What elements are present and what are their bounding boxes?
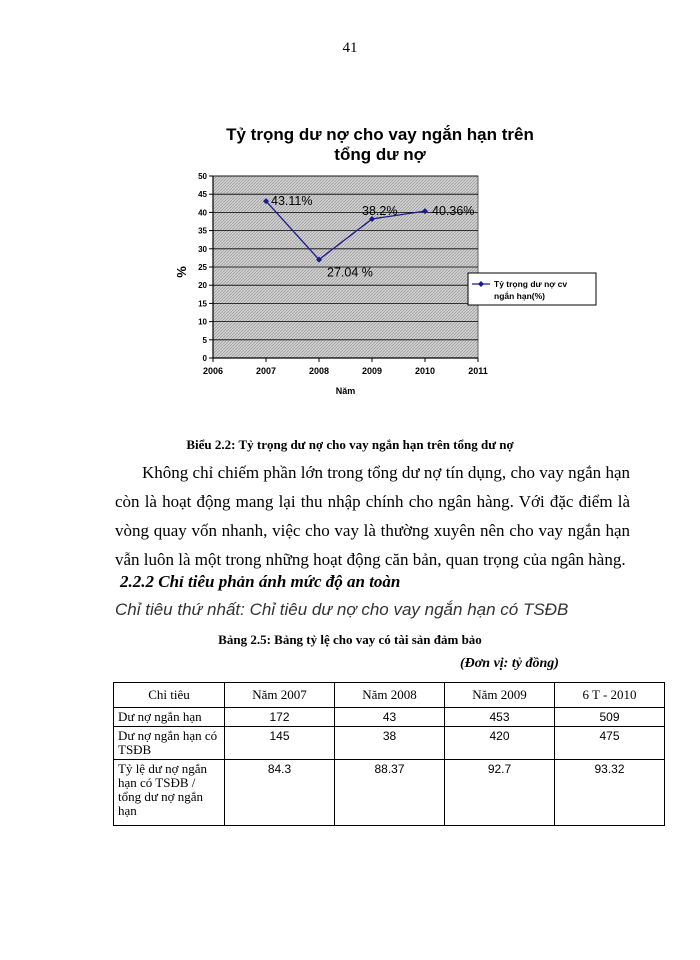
table-header-cell: Chỉ tiêu bbox=[114, 683, 225, 708]
table-header-cell: Năm 2009 bbox=[445, 683, 555, 708]
data-table bbox=[113, 682, 665, 826]
y-tick-label: 0 bbox=[202, 354, 207, 363]
y-tick-label: 15 bbox=[198, 299, 207, 309]
table-cell: 93.32 bbox=[555, 760, 665, 826]
y-tick-label: 45 bbox=[198, 190, 207, 200]
table-cell-label: Dư nợ ngắn hạn bbox=[114, 708, 225, 727]
table-cell: 172 bbox=[225, 708, 335, 727]
page-number: 41 bbox=[342, 40, 358, 56]
x-tick-label: 2011 bbox=[468, 366, 488, 376]
x-axis-label: Năm bbox=[335, 386, 356, 396]
table-cell: 88.37 bbox=[335, 760, 445, 826]
table-header-cell: Năm 2008 bbox=[335, 683, 445, 708]
table-row bbox=[114, 760, 665, 826]
x-tick-label: 2006 bbox=[202, 366, 224, 376]
data-label: 27.04 % bbox=[327, 265, 373, 280]
y-tick-label: 25 bbox=[198, 263, 207, 272]
y-tick-label: 20 bbox=[198, 281, 207, 291]
legend-label: Tỷ trọng dư nợ cv bbox=[494, 279, 568, 289]
line-chart bbox=[160, 125, 600, 415]
table-header-row bbox=[114, 683, 665, 708]
table-unit: (Đơn vị: tỷ đồng) bbox=[460, 656, 559, 671]
table-cell: 145 bbox=[225, 727, 335, 760]
y-tick-label: 10 bbox=[198, 317, 207, 327]
table-header-cell: Năm 2007 bbox=[225, 683, 335, 708]
table-cell: 43 bbox=[335, 708, 445, 727]
table-cell: 475 bbox=[555, 727, 665, 760]
data-label: 40.36% bbox=[432, 204, 475, 219]
chart-caption: Biểu 2.2: Tỷ trọng dư nợ cho vay ngắn hạn trên tổng dư nợ bbox=[186, 437, 514, 452]
table-cell: 453 bbox=[445, 708, 555, 727]
y-tick-label: 30 bbox=[198, 244, 207, 254]
data-label: 43.11% bbox=[271, 194, 313, 209]
legend-label: ngắn hạn(%) bbox=[494, 291, 545, 301]
subheading: Chỉ tiêu thứ nhất: Chỉ tiêu dư nợ cho vay ngắn hạn có TSĐB bbox=[115, 600, 569, 619]
body-paragraph: Không chỉ chiếm phần lớn trong tổng dư nợ tín dụng, cho vay ngắn hạn còn là hoạt động mang lại thu nhập chính cho ngân hàng. Với đặc điểm là vòng quay vốn nhanh, việc cho vay là thường xuyên nên cho vay ngắn hạn vẫn luôn là một trong những hoạt động căn bản, quan trọng của ngân hàng. bbox=[115, 463, 630, 569]
table-header-cell: 6 T - 2010 bbox=[555, 683, 665, 708]
chart-svg bbox=[160, 125, 600, 415]
table-cell-label: Tỷ lệ dư nợ ngắn hạn có TSĐB / tổng dư nợ ngắn hạn bbox=[114, 760, 225, 826]
data-label: 38.2% bbox=[362, 203, 398, 218]
section-heading: 2.2.2 Chỉ tiêu phản ánh mức độ an toàn bbox=[120, 572, 401, 591]
x-tick-label: 2008 bbox=[308, 366, 330, 376]
table-cell: 38 bbox=[335, 727, 445, 760]
x-tick-label: 2010 bbox=[414, 366, 436, 376]
y-tick-label: 5 bbox=[202, 335, 207, 345]
y-tick-label: 35 bbox=[198, 226, 207, 236]
table-row bbox=[114, 727, 665, 760]
table-cell: 509 bbox=[555, 708, 665, 727]
y-tick-label: 40 bbox=[198, 208, 207, 218]
y-tick-label: 50 bbox=[198, 172, 207, 181]
x-tick-label: 2009 bbox=[361, 366, 383, 376]
table-cell: 84.3 bbox=[225, 760, 335, 826]
chart-title-line-1: Tỷ trọng dư nợ cho vay ngắn hạn trên bbox=[226, 125, 534, 144]
table-cell-label: Dư nợ ngắn hạn có TSĐB bbox=[114, 727, 225, 760]
y-axis-label: % bbox=[174, 266, 189, 278]
table-title: Bảng 2.5: Bảng tỷ lệ cho vay có tài sản đảm bảo bbox=[218, 632, 482, 647]
table-row bbox=[114, 708, 665, 727]
table-cell: 420 bbox=[445, 727, 555, 760]
table-cell: 92.7 bbox=[445, 760, 555, 826]
chart-title-line-2: tổng dư nợ bbox=[334, 145, 426, 164]
x-tick-label: 2007 bbox=[255, 366, 277, 376]
